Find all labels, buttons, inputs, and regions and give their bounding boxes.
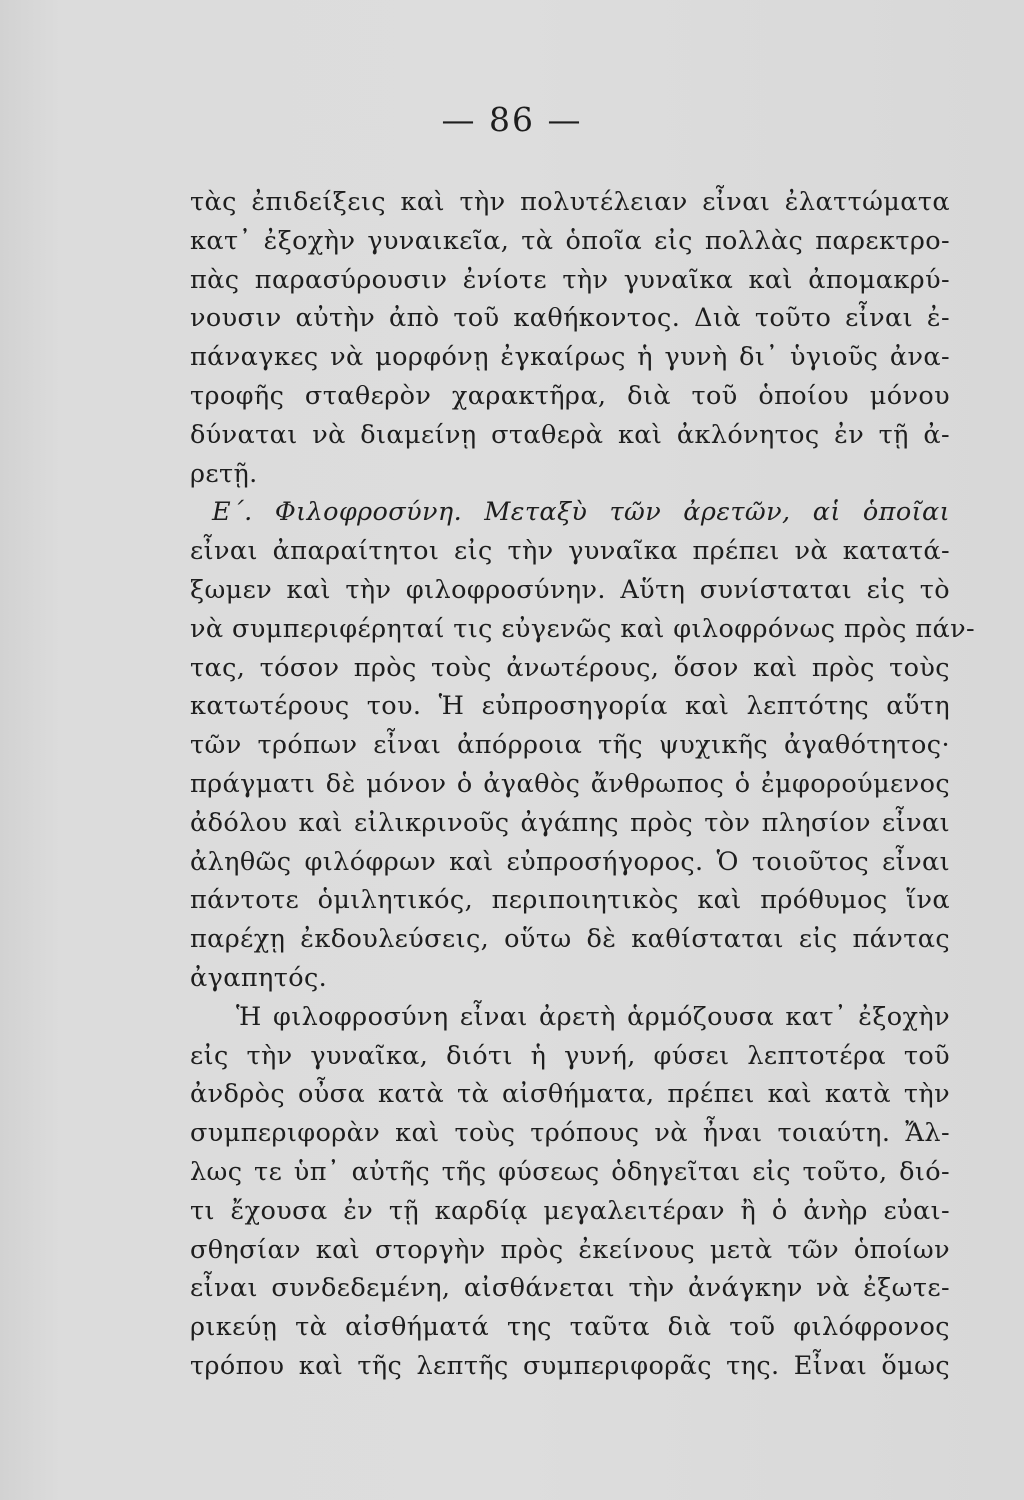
- text-line: νὰ συμπεριφέρηταί τις εὐγενῶς καὶ φιλοφρόνως πρὸς πάν-: [190, 613, 976, 644]
- text-line: ρικεύῃ τὰ αἰσθήματά της ταῦτα διὰ τοῦ φιλόφρονος: [190, 1312, 950, 1343]
- text-line: τι ἔχουσα ἐν τῇ καρδίᾳ μεγαλειτέραν ἢ ὁ ἀνὴρ εὐαι-: [190, 1195, 950, 1226]
- text-line: τὰς ἐπιδείξεις καὶ τὴν πολυτέλειαν εἶναι ἐλαττώματα: [190, 187, 950, 217]
- text-line: κατ᾽ ἐξοχὴν γυναικεῖα, τὰ ὁποῖα εἰς πολλὰς παρεκτρο-: [190, 225, 950, 256]
- text-line: τῶν τρόπων εἶναι ἀπόρροια τῆς ψυχικῆς ἀγαθότητος·: [190, 730, 950, 761]
- text-line: κατωτέρους του. Ἡ εὐπροσηγορία καὶ λεπτότης αὕτη: [190, 691, 950, 722]
- text-line: λως τε ὑπ᾽ αὐτῆς τῆς φύσεως ὁδηγεῖται εἰς τοῦτο, διό-: [190, 1156, 950, 1187]
- text-line: πάναγκες νὰ μορφόνῃ ἐγκαίρως ἡ γυνὴ δι᾽ ὑγιοῦς ἀνα-: [190, 342, 950, 373]
- text-line: σθησίαν καὶ στοργὴν πρὸς ἐκείνους μετὰ τῶν ὁποίων: [190, 1234, 950, 1265]
- text-line: ἀγαπητός.: [190, 962, 328, 993]
- text-line: τροφῆς σταθερὸν χαρακτῆρα, διὰ τοῦ ὁποίου μόνου: [190, 380, 950, 411]
- text-line: ἀληθῶς φιλόφρων καὶ εὐπροσήγορος. Ὁ τοιοῦτος εἶναι: [190, 846, 950, 877]
- text-line: πράγματι δὲ μόνον ὁ ἀγαθὸς ἄνθρωπος ὁ ἐμφορούμενος: [190, 768, 950, 799]
- text-line: δύναται νὰ διαμείνῃ σταθερὰ καὶ ἀκλόνητος ἐν τῇ ἀ-: [190, 419, 950, 450]
- section-heading-line: Ε΄. Φιλοφροσύνη. Μεταξὺ τῶν ἀρετῶν, αἱ ὁποῖαι: [212, 497, 950, 528]
- text-line: ρετῇ.: [190, 458, 258, 489]
- text-line: τρόπου καὶ τῆς λεπτῆς συμπεριφορᾶς της. Εἶναι ὅμως: [190, 1350, 950, 1381]
- text-line: συμπεριφορὰν καὶ τοὺς τρόπους νὰ ἦναι τοιαύτη. Ἄλ-: [190, 1118, 950, 1149]
- paragraph-start-line: Ἡ φιλοφροσύνη εἶναι ἀρετὴ ἁρμόζουσα κατ᾽ ἐξοχὴν: [236, 1001, 950, 1032]
- text-line: πὰς παρασύρουσιν ἐνίοτε τὴν γυναῖκα καὶ ἀπομακρύ-: [190, 264, 950, 295]
- text-line: ἀδόλου καὶ εἰλικρινοῦς ἀγάπης πρὸς τὸν πλησίον εἶναι: [190, 807, 950, 838]
- page-number: — 86 —: [441, 100, 583, 139]
- text-line: πάντοτε ὁμιλητικός, περιποιητικὸς καὶ πρόθυμος ἵνα: [190, 885, 950, 916]
- text-line: τας, τόσον πρὸς τοὺς ἀνωτέρους, ὅσον καὶ πρὸς τοὺς: [190, 652, 950, 683]
- body-text: [190, 183, 976, 1386]
- text-line: εἶναι ἀπαραίτητοι εἰς τὴν γυναῖκα πρέπει νὰ κατατά-: [190, 536, 950, 567]
- text-line: ξωμεν καὶ τὴν φιλοφροσύνην. Αὕτη συνίσταται εἰς τὸ: [190, 574, 950, 605]
- text-line: ἀνδρὸς οὖσα κατὰ τὰ αἰσθήματα, πρέπει καὶ κατὰ τὴν: [190, 1079, 950, 1110]
- text-line: παρέχῃ ἐκδουλεύσεις, οὕτω δὲ καθίσταται εἰς πάντας: [190, 924, 950, 955]
- text-line: εἶναι συνδεδεμένη, αἰσθάνεται τὴν ἀνάγκην νὰ ἐξωτε-: [190, 1273, 950, 1304]
- text-line: εἰς τὴν γυναῖκα, διότι ἡ γυνή, φύσει λεπτοτέρα τοῦ: [190, 1040, 950, 1071]
- text-line: νουσιν αὐτὴν ἀπὸ τοῦ καθήκοντος. Διὰ τοῦτο εἶναι ἐ-: [190, 303, 950, 334]
